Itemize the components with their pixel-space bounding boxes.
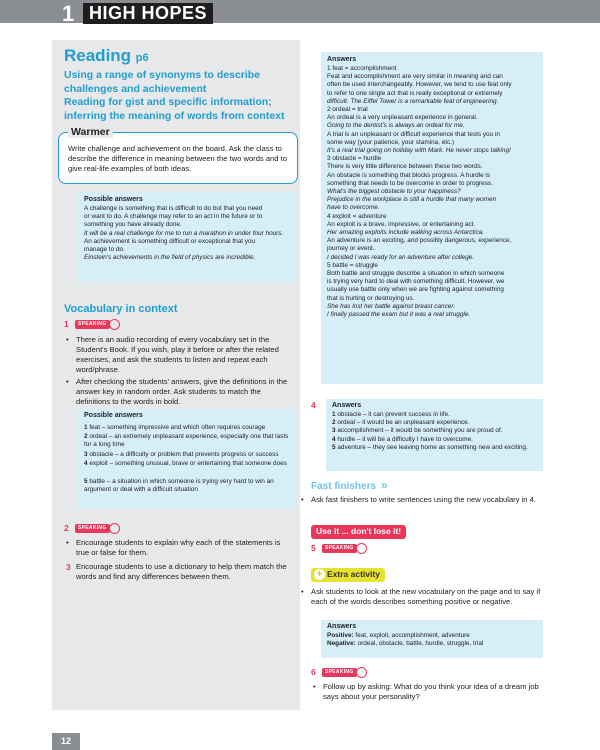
speaking-icon <box>356 667 367 678</box>
fast-finishers-text: • Ask fast finishers to write sentences using the new vocabulary in 4. <box>311 495 543 505</box>
bullet-text: • There is an audio recording of every vocabulary set in the Student's Book. If you wish, play it before or after the related exercises, and ask the students to listen and repeat each word/phrase. <box>76 335 294 375</box>
step-2-number: 2 <box>64 523 69 533</box>
use-it-pill: Use it ... don't lose it! <box>311 525 406 539</box>
answer-line: 1 feat = accomplishment <box>327 65 397 72</box>
answer-line: A trial is an unpleasant or difficult experience that tests you in <box>327 130 500 138</box>
possible-answers-heading: Possible answers <box>84 196 143 203</box>
fast-finishers-title: Fast finishers <box>311 481 377 492</box>
answer-line: often be used interchangeably. However, we tend to use feat only <box>327 81 512 89</box>
answer-line: A challenge is something that is difficult to do but that you need <box>84 205 263 212</box>
answer-line: some way (your patience, your stamina, etc.) <box>327 138 455 146</box>
speaking-badge: SPEAKING <box>322 668 357 677</box>
extra-activity-pill: Extra activity <box>311 568 385 582</box>
answer-line: An exploit is a brave, impressive, or entertaining act. <box>327 220 476 228</box>
answer-item: 1 obstacle – it can prevent success in life. <box>332 411 450 418</box>
answer-item: 5 adventure – they see leaving home as something new and exciting. <box>332 443 528 451</box>
answer-item: 1 feat – something impressive and which often requires courage <box>84 424 266 431</box>
answer-line: 2 ordeal = trial <box>327 106 368 114</box>
answer-item: 3 obstacle – a difficulty or problem that prevents progress or success <box>84 451 279 458</box>
possible-answers-heading: Possible answers <box>84 412 143 419</box>
answer-line: An achievement is something difficult or exceptional that you <box>84 237 256 245</box>
step-5-number: 5 <box>311 543 316 553</box>
answer-line: I decided I was ready for an adventure after college. <box>327 253 475 261</box>
plus-icon: + <box>314 569 325 580</box>
answers-box-right <box>321 52 543 384</box>
answers-heading: Answers <box>327 56 357 63</box>
answer-line: An ordeal is a very unpleasant experience in general. <box>327 114 478 122</box>
step-4-number: 4 <box>311 400 316 410</box>
step-1-number: 1 <box>64 319 69 329</box>
answer-line: journey or event. <box>327 245 375 253</box>
unit-number: 1 <box>62 1 75 26</box>
answer-line: difficult. The Eiffel Tower is a remarkable feat of engineering. <box>327 97 499 105</box>
answers-box-step4 <box>326 399 543 471</box>
reading-subtitle: Using a range of synonyms to describe challenges and achievement Reading for gist and specific information; inferring the meaning of words from context <box>64 69 285 122</box>
bullet-text: • Follow up by asking: What do you think your idea of a dream job says about your personality? <box>323 682 543 702</box>
warmer-text: Write challenge and achievement on the board. Ask the class to describe the difference in meaning between the two words and to give real-life examples of both ideas. <box>68 144 287 173</box>
answer-line: Prejudice in the workplace is still a hurdle that many women <box>327 196 497 204</box>
negative-line: Negative: ordeal, obstacle, battle, hurdle, struggle, trial <box>327 640 484 648</box>
speaking-badge: SPEAKING <box>75 320 110 329</box>
answer-line: Both battle and struggle describe a situation in which someone <box>327 270 505 278</box>
bullet-text: • Encourage students to explain why each of the statements is true or false for them. <box>76 538 294 558</box>
page-number: 12 <box>52 733 80 750</box>
answer-line: Feat and accomplishment are very similar in meaning and can <box>327 73 503 81</box>
speaking-icon <box>109 523 120 534</box>
answer-line: It's a real trial going on holiday with Mark. He never stops talking! <box>327 147 511 155</box>
answer-line: Her amazing exploits include walking across Antarctica. <box>327 229 485 237</box>
answer-line: something you have already done. <box>84 221 182 229</box>
speaking-icon <box>109 319 120 330</box>
warmer-label: Warmer <box>68 126 113 138</box>
unit-title: HIGH HOPES <box>83 3 213 24</box>
answer-line: Einstein's achievements in the field of physics are incredible. <box>84 254 256 262</box>
answer-line: is trying very hard to deal with something difficult. However, we <box>327 278 505 286</box>
answer-line: manage to do. <box>84 246 125 254</box>
answer-item: 3 accomplishment – it would be something you are proud of. <box>332 427 503 435</box>
answer-line: She has lost her battle against breast cancer. <box>327 302 456 310</box>
speaking-badge: SPEAKING <box>322 544 357 553</box>
possible-answers-box <box>78 192 296 282</box>
answers-heading: Answers <box>327 623 357 630</box>
chevron-right-icon: » <box>381 478 388 492</box>
answer-line: or want to do. A challenge may refer to an act in the future or to <box>84 213 263 221</box>
answer-line: 4 exploit = adventure <box>327 212 387 220</box>
answer-line: An adventure is an exciting, and possibly dangerous, experience, <box>327 237 512 245</box>
answers-heading: Answers <box>332 402 362 409</box>
answer-line: An obstacle is something that blocks progress. A hurdle is <box>327 171 491 179</box>
answer-item: 5 battle – a situation in which someone is trying very hard to win an argument or deal with a difficult situation <box>84 478 274 494</box>
reading-title: Reading p6 <box>64 46 149 65</box>
answer-line: something that needs to be overcome in order to progress. <box>327 179 493 187</box>
answer-line: 3 obstacle = hurdle <box>327 155 382 163</box>
answer-line: 5 battle = struggle <box>327 261 378 269</box>
answer-line: What's the biggest obstacle to your happiness? <box>327 188 461 196</box>
extra-answers-box <box>321 620 543 658</box>
speaking-icon <box>356 543 367 554</box>
answer-item: 4 hurdle – it will be a difficulty I have to overcome. <box>332 435 473 443</box>
vocab-title: Vocabulary in context <box>64 303 178 315</box>
extra-activity-text: • Ask students to look at the new vocabulary on the page and to say if each of the words describes something positive or negative. <box>311 587 543 607</box>
step-3: 3 Encourage students to use a dictionary to help them match the words and find any differences between them. <box>66 562 287 581</box>
answer-line: have to overcome. <box>327 204 380 212</box>
positive-line: Positive: feat, exploit, accomplishment, adventure <box>327 632 470 639</box>
answer-item: 4 exploit – something unusual, brave or entertaining that someone does <box>84 460 287 467</box>
answer-item: 2 ordeal – an extremely unpleasant experience, especially one that lasts for a long time <box>84 433 289 449</box>
answer-line: Going to the dentist's is always an ordeal for me. <box>327 122 465 130</box>
answer-line: I finally passed the exam but it was a real struggle. <box>327 311 471 319</box>
speaking-badge: SPEAKING <box>75 524 110 533</box>
answer-line: that is hurting or destroying us. <box>327 294 415 302</box>
answer-item: 2 ordeal – it would be an unpleasant experience. <box>332 419 470 427</box>
bullet-text: • After checking the students' answers, give the definitions in the answer key in random order. Ask students to match the definitions to the words in bold. <box>76 377 294 407</box>
answer-line: There is very little difference between these two words. <box>327 163 483 171</box>
answer-line: It will be a real challenge for me to run a marathon in under four hours. <box>84 229 284 237</box>
step-6-number: 6 <box>311 667 316 677</box>
answer-line: usually use battle only when we are fighting against something <box>327 286 504 294</box>
answer-line: to refer to one single act that is really exceptional or extremely <box>327 89 503 97</box>
